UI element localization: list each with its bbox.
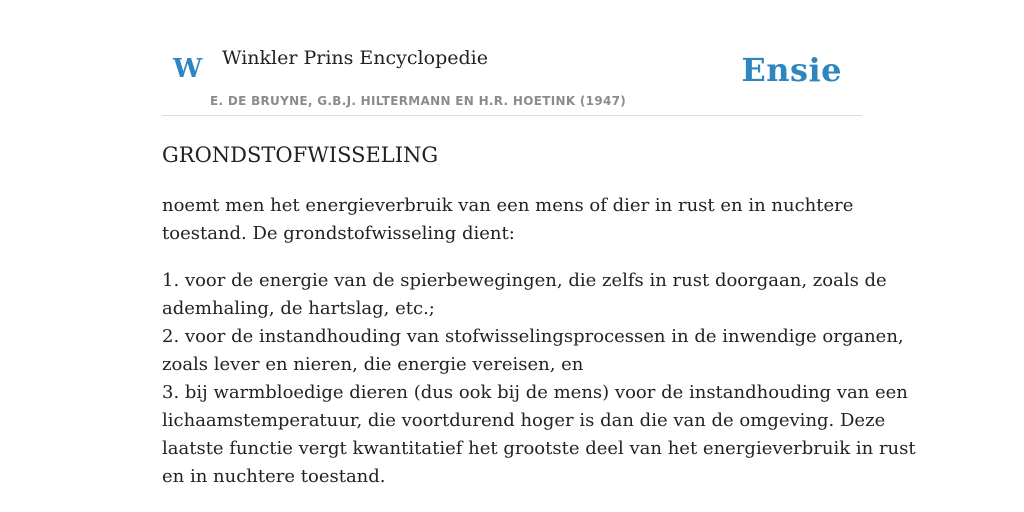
article-list-paragraph <box>162 267 916 491</box>
ensie-brand-logo: Ensie <box>741 51 842 89</box>
source-title: Winkler Prins Encyclopedie <box>222 47 488 69</box>
text-line: ademhaling, de hartslag, etc.; <box>162 298 435 319</box>
text-line: 3. bij warmbloedige dieren (dus ook bij de mens) voor de instandhouding van een <box>162 382 908 403</box>
header-divider <box>162 115 862 116</box>
article-intro-paragraph <box>162 192 862 248</box>
text-line: lichaamstemperatuur, die voortdurend hoger is dan die van de omgeving. Deze <box>162 410 886 431</box>
text-line: zoals lever en nieren, die energie vereisen, en <box>162 354 584 375</box>
article-headword: GRONDSTOFWISSELING <box>162 143 439 167</box>
text-line: toestand. De grondstofwisseling dient: <box>162 223 515 244</box>
text-line: noemt men het energieverbruik van een mens of dier in rust en in nuchtere <box>162 195 854 216</box>
text-line: 2. voor de instandhouding van stofwisselingsprocessen in de inwendige organen, <box>162 326 904 347</box>
text-line: en in nuchtere toestand. <box>162 466 386 487</box>
text-line: laatste functie vergt kwantitatief het grootste deel van het energieverbruik in rust <box>162 438 916 459</box>
winkler-prins-logo: W <box>173 54 203 84</box>
source-authors: E. DE BRUYNE, G.B.J. HILTERMANN EN H.R. HOETINK (1947) <box>210 94 627 108</box>
text-line: 1. voor de energie van de spierbewegingen, die zelfs in rust doorgaan, zoals de <box>162 270 887 291</box>
